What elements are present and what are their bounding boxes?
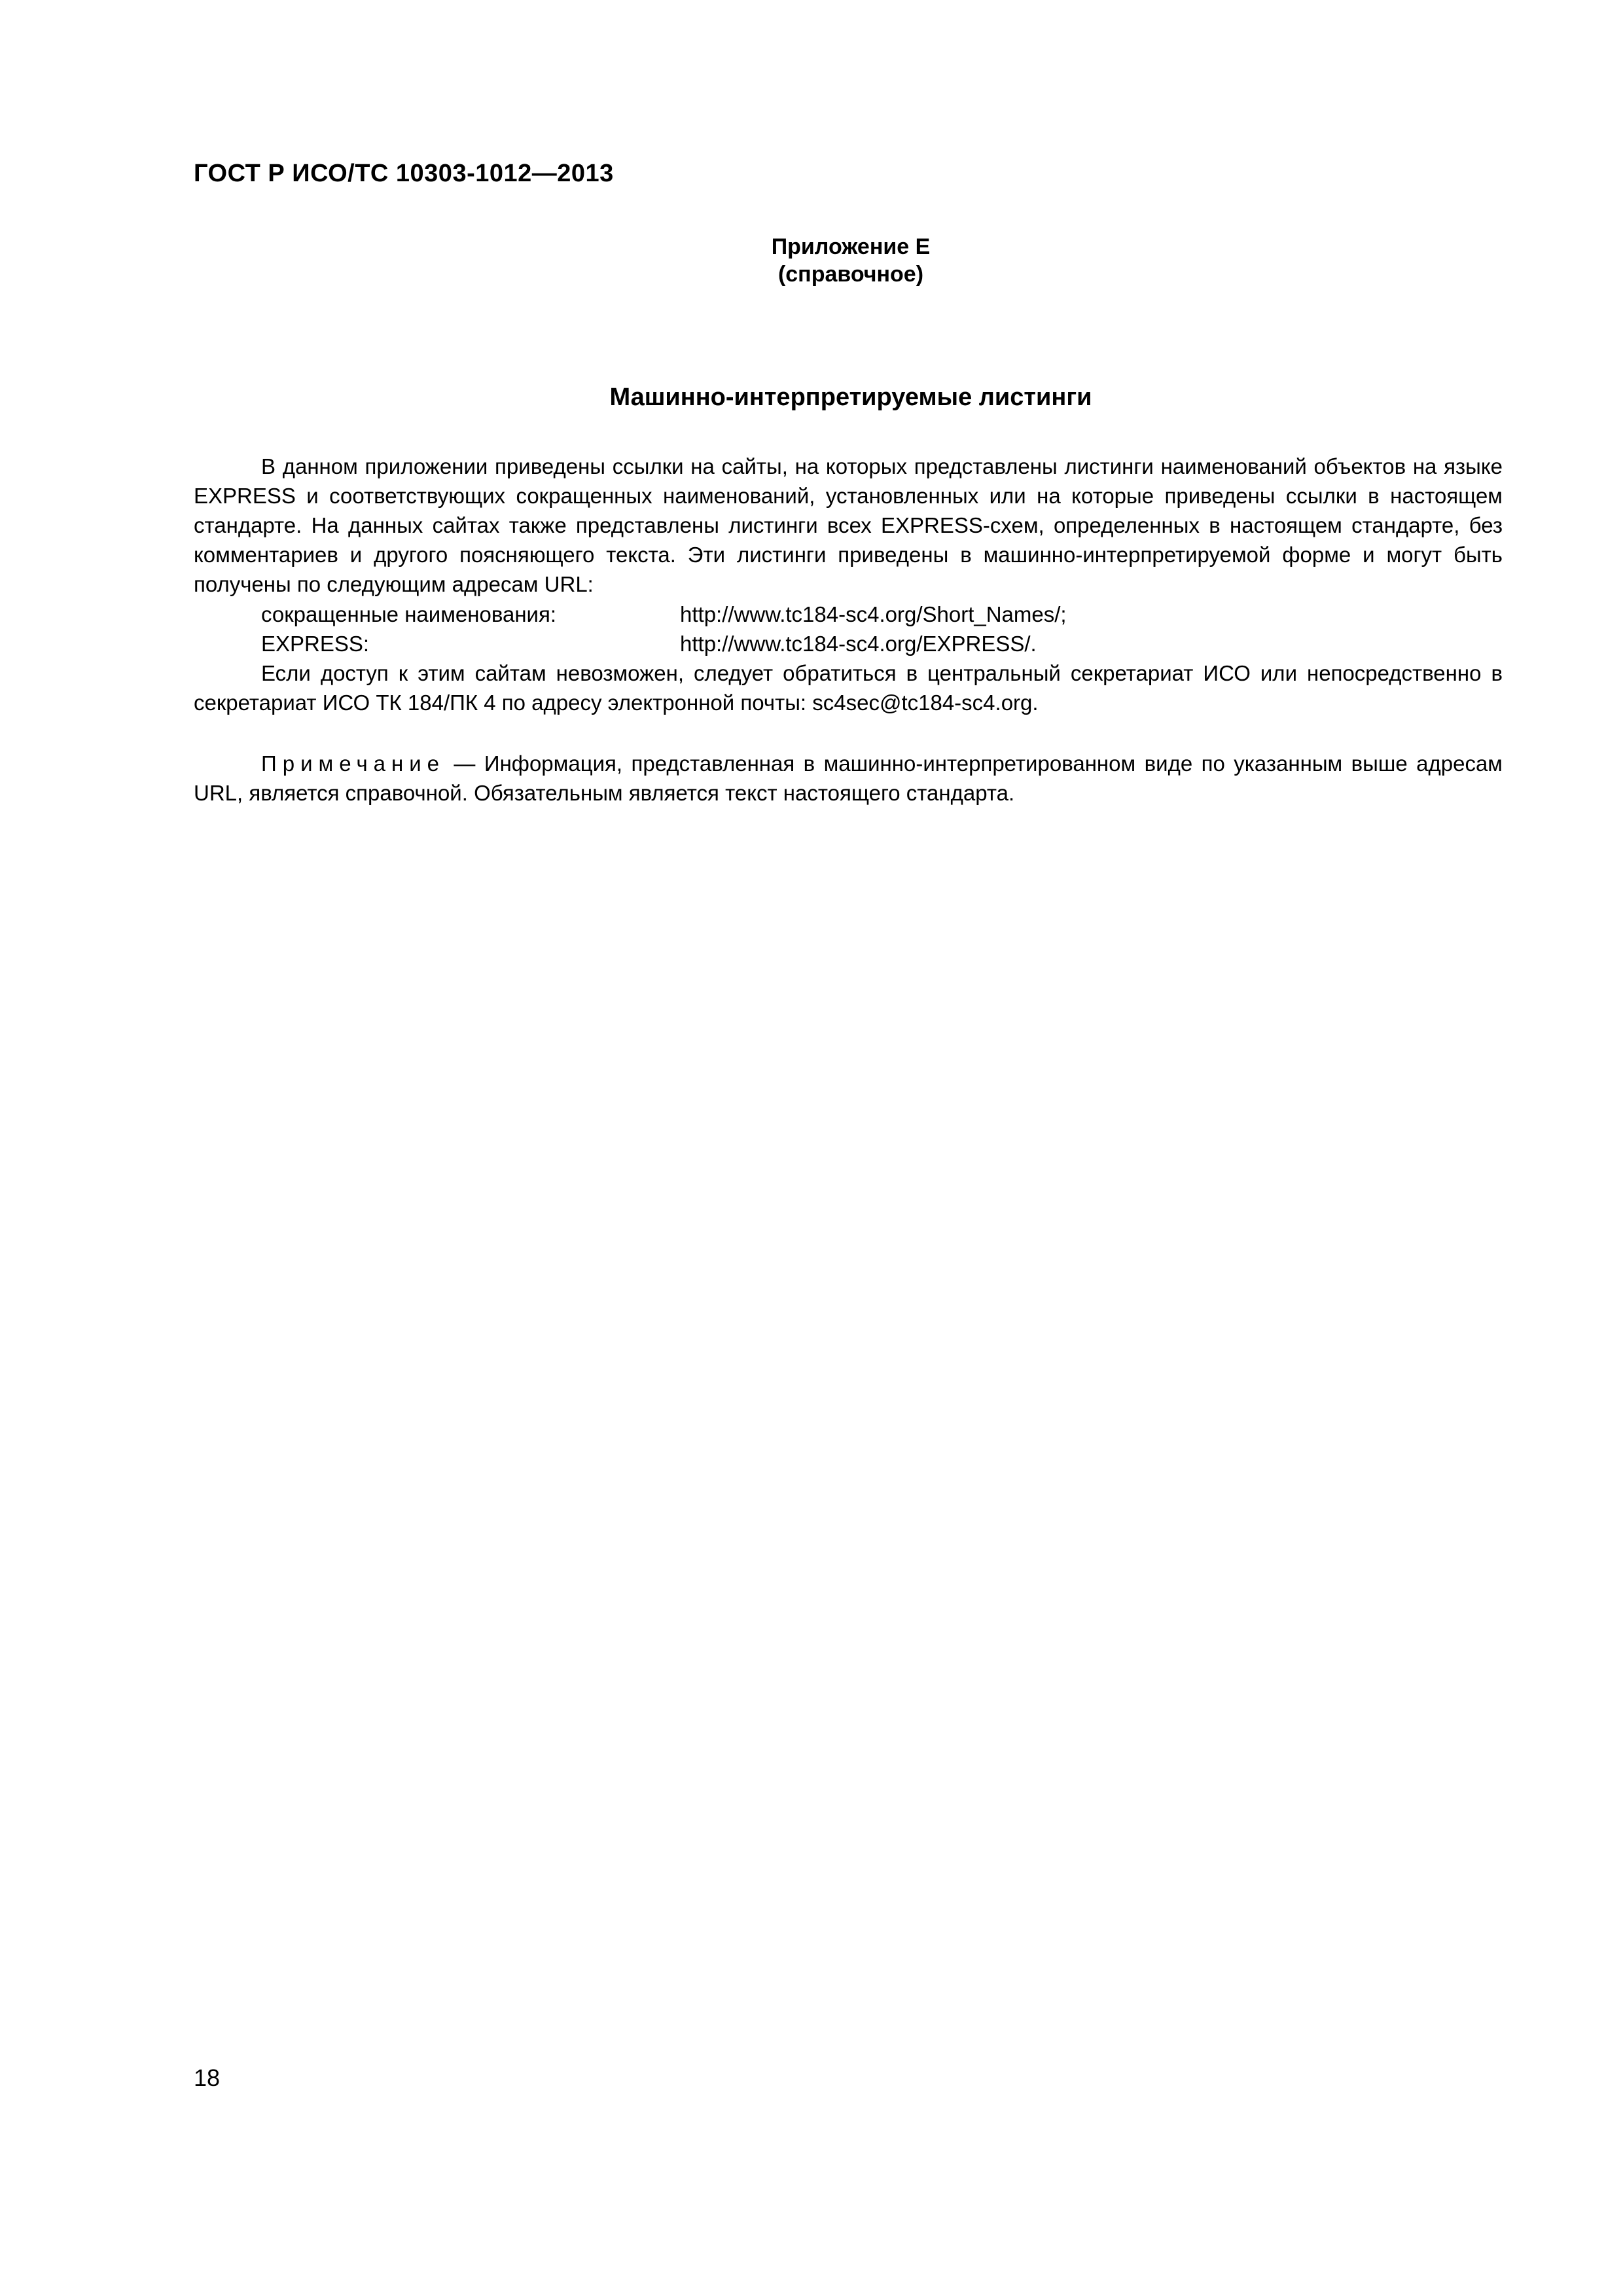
note-block (194, 749, 1503, 808)
section-title: Машинно-интерпретируемые листинги (609, 384, 1092, 411)
url-label: сокращенные наименования: (261, 602, 557, 626)
intro-block (194, 452, 1503, 599)
document-code-header: ГОСТ Р ИСО/ТС 10303-1012—2013 (194, 160, 614, 187)
annex-status: (справочное) (777, 262, 924, 287)
url-row-short-names (194, 600, 1503, 629)
note-paragraph (194, 749, 1503, 808)
annex-title: Приложение Е (771, 234, 931, 259)
access-paragraph: Если доступ к этим сайтам невозможен, следует обратиться в центральный секретариат ИСО или непосредственно в секретариат ИСО ТК 184/ПК 4 по адресу электронной почты: sc4sec@tc184-sc4.org. (194, 661, 1503, 715)
note-text: Информация, представленная в машинно-интерпретированном виде по указанным выше адресам URL, является справочной. Обязательным является текст настоящего стандарта. (194, 751, 1503, 805)
intro-paragraph: В данном приложении приведены ссылки на сайты, на которых представлены листинги наименований объектов на языке EXPRESS и соответствующих сокращенных наименований, установленных или на которые приведены ссылки в настоящем стандарте. На данных сайтах также представлены листинги всех EXPRESS-схем, определенных в настоящем стандарте, без комментариев и другого поясняющего текста. Эти листинги приведены в машинно-интерпретируемой форме и могут быть получены по следующим адресам URL: (194, 454, 1503, 596)
url-link[interactable]: http://www.tc184-sc4.org/EXPRESS/. (680, 632, 1037, 656)
url-link[interactable]: http://www.tc184-sc4.org/Short_Names/; (680, 602, 1067, 626)
url-row-express (194, 629, 1503, 658)
note-dash: — (445, 751, 484, 776)
page-number: 18 (194, 2064, 221, 2091)
note-label: Примечание (261, 751, 446, 776)
access-block (194, 658, 1503, 717)
url-label: EXPRESS: (261, 632, 370, 656)
url-list (194, 600, 1503, 658)
